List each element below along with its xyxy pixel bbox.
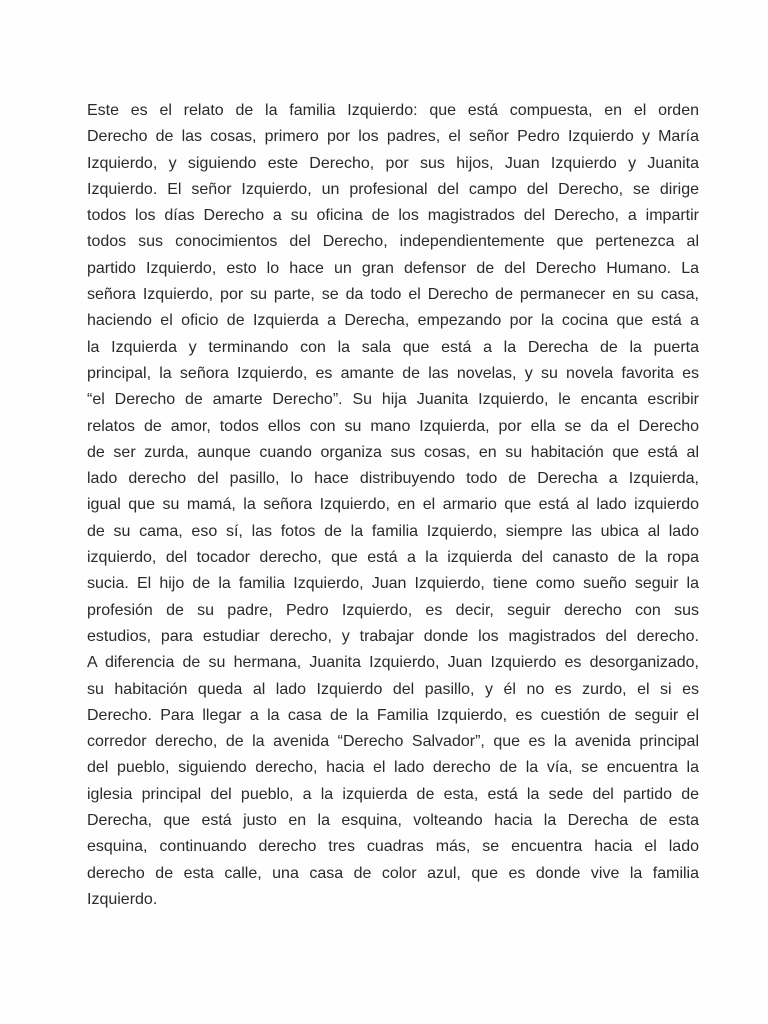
text-line: iglesia principal del pueblo, a la izquierda de esta, está la sede del partido de xyxy=(87,785,699,803)
text-line: relatos de amor, todos ellos con su mano Izquierda, por ella se da el Derecho xyxy=(87,417,699,435)
text-line: la Izquierda y terminando con la sala que está a la Derecha de la puerta xyxy=(87,338,699,356)
text-line: profesión de su padre, Pedro Izquierdo, es decir, seguir derecho con sus xyxy=(87,601,699,619)
story-paragraph xyxy=(87,98,699,913)
text-line: señora Izquierdo, por su parte, se da todo el Derecho de permanecer en su casa, xyxy=(87,286,699,304)
text-line: corredor derecho, de la avenida “Derecho Salvador”, que es la avenida principal xyxy=(87,733,699,751)
text-line: de su cama, eso sí, las fotos de la familia Izquierdo, siempre las ubica al lado xyxy=(87,522,699,540)
text-line: “el Derecho de amarte Derecho”. Su hija Juanita Izquierdo, le encanta escribir xyxy=(87,391,699,409)
text-line: todos los días Derecho a su oficina de los magistrados del Derecho, a impartir xyxy=(87,207,699,225)
text-line: haciendo el oficio de Izquierda a Derecha, empezando por la cocina que está a xyxy=(87,312,699,330)
text-line: Izquierdo, y siguiendo este Derecho, por sus hijos, Juan Izquierdo y Juanita xyxy=(87,154,699,172)
text-line: igual que su mamá, la señora Izquierdo, en el armario que está al lado izquierdo xyxy=(87,496,699,514)
text-line: sucia. El hijo de la familia Izquierdo, Juan Izquierdo, tiene como sueño seguir la xyxy=(87,575,699,593)
text-line: Este es el relato de la familia Izquierdo: que está compuesta, en el orden xyxy=(87,102,699,119)
text-line: lado derecho del pasillo, lo hace distribuyendo todo de Derecha a Izquierda, xyxy=(87,470,699,488)
text-line: Izquierdo. El señor Izquierdo, un profesional del campo del Derecho, se dirige xyxy=(87,180,699,198)
text-line: Derecho de las cosas, primero por los padres, el señor Pedro Izquierdo y María xyxy=(87,128,699,146)
text-line: Derecha, que está justo en la esquina, volteando hacia la Derecha de esta xyxy=(87,812,699,830)
text-line: Derecho. Para llegar a la casa de la Familia Izquierdo, es cuestión de seguir el xyxy=(87,706,699,724)
text-line: todos sus conocimientos del Derecho, independientemente que pertenezca al xyxy=(87,233,699,251)
text-line: derecho de esta calle, una casa de color azul, que es donde vive la familia xyxy=(87,864,699,882)
text-line: principal, la señora Izquierdo, es amante de las novelas, y su novela favorita es xyxy=(87,364,699,382)
text-line: partido Izquierdo, esto lo hace un gran defensor de del Derecho Humano. La xyxy=(87,259,699,277)
text-line: estudios, para estudiar derecho, y trabajar donde los magistrados del derecho. xyxy=(87,627,699,645)
text-line: izquierdo, del tocador derecho, que está a la izquierda del canasto de la ropa xyxy=(87,549,699,567)
text-line: de ser zurda, aunque cuando organiza sus cosas, en su habitación que está al xyxy=(87,443,699,461)
text-line-last: Izquierdo. xyxy=(87,890,158,908)
text-line: su habitación queda al lado Izquierdo del pasillo, y él no es zurdo, el si es xyxy=(87,680,699,698)
text-line: del pueblo, siguiendo derecho, hacia el lado derecho de la vía, se encuentra la xyxy=(87,759,699,777)
text-line: esquina, continuando derecho tres cuadras más, se encuentra hacia el lado xyxy=(87,838,699,856)
text-line: A diferencia de su hermana, Juanita Izquierdo, Juan Izquierdo es desorganizado, xyxy=(87,654,699,672)
